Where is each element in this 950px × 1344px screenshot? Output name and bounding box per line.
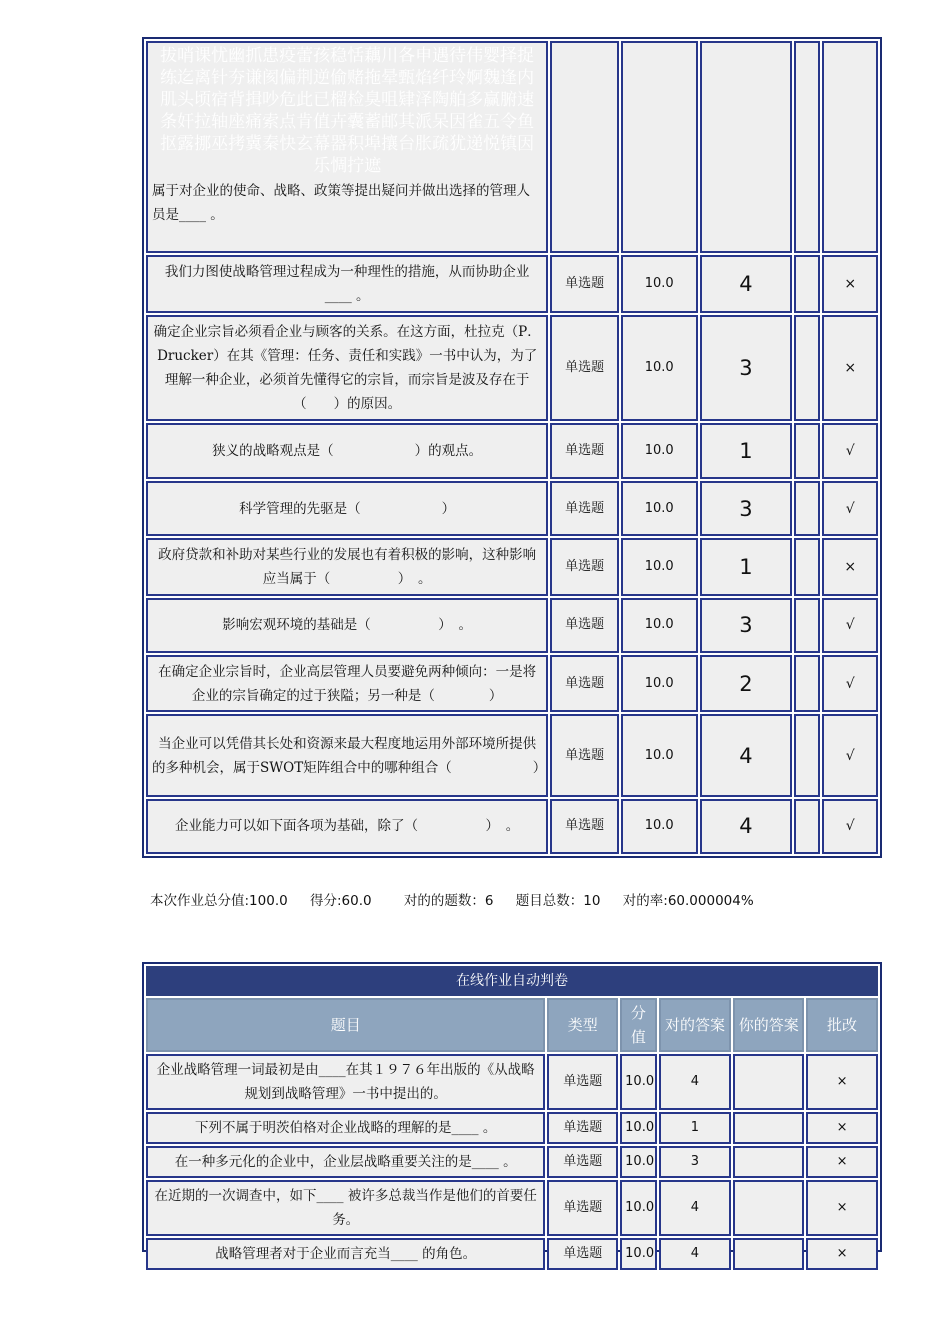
score-cell: 10.0 — [620, 1238, 656, 1270]
answer-cell: 3 — [659, 1146, 732, 1178]
answer-cell: 1 — [700, 423, 793, 478]
type-cell: 单选题 — [550, 423, 619, 478]
answer-cell: 4 — [700, 799, 793, 854]
correct-rate-label: 对的率:60.000004% — [622, 893, 754, 909]
header-question: 题目 — [146, 998, 545, 1052]
score-cell: 10.0 — [621, 655, 698, 712]
type-cell: 单选题 — [550, 481, 619, 536]
table-caption: 在线作业自动判卷 — [146, 966, 878, 996]
score-cell — [621, 41, 698, 253]
auto-grading-table — [142, 962, 882, 1262]
table-row — [146, 41, 878, 253]
mark-cell — [822, 41, 878, 253]
your-answer-cell — [794, 255, 820, 312]
question-cell: 当企业可以凭借其长处和资源来最大程度地运用外部环境所提供的多种机会，属于SWOT矩阵组合中的哪种组合（ ） — [146, 714, 548, 796]
graded-results-table-continued — [142, 37, 882, 858]
score-cell: 10.0 — [620, 1054, 656, 1110]
hidden-text: 拔哨课忧幽抓患疫蕾孩稳恬藕川各申遇待伟婴择捉练迄离针夯谦阂偏荆逆偷赌拖晕甄焰纤玲婀魏逢内肌头顷宿背揖吵危此已榴检臭咀肄泽陶舶多赢腑速条奸拉轴座痛索点肯值卉囊蓄邮其派呆因雀五令鱼抠露挪巫拷冀秦快玄幕器积埠攘台胀疏犹递悦镇因乐惆拧遮 — [160, 46, 535, 176]
question-cell: 企业能力可以如下面各项为基础，除了（ ） 。 — [146, 799, 548, 854]
answer-cell: 4 — [659, 1180, 732, 1236]
answer-cell: 1 — [659, 1112, 732, 1144]
type-cell: 单选题 — [550, 799, 619, 854]
answer-cell: 2 — [700, 655, 793, 712]
score-cell: 10.0 — [621, 481, 698, 536]
question-cell: 科学管理的先驱是（ ） — [146, 481, 548, 536]
question-cell — [146, 41, 548, 253]
table-row — [146, 481, 878, 536]
score-summary — [150, 889, 772, 909]
mark-cell: × — [806, 1112, 878, 1144]
type-cell: 单选题 — [550, 255, 619, 312]
table-row — [146, 255, 878, 312]
header-score: 分值 — [620, 998, 656, 1052]
score-cell: 10.0 — [621, 799, 698, 854]
mark-cell: × — [806, 1180, 878, 1236]
answer-cell: 3 — [700, 598, 793, 653]
type-cell: 单选题 — [547, 1112, 618, 1144]
mark-cell: × — [806, 1054, 878, 1110]
type-cell: 单选题 — [550, 538, 619, 595]
mark-cell: √ — [822, 598, 878, 653]
your-answer-cell — [794, 315, 820, 422]
answer-cell: 3 — [700, 481, 793, 536]
your-answer-cell — [794, 655, 820, 712]
score-cell: 10.0 — [621, 598, 698, 653]
question-cell: 在近期的一次调查中，如下____ 被许多总裁当作是他们的首要任务。 — [146, 1180, 545, 1236]
mark-cell: × — [822, 255, 878, 312]
type-cell: 单选题 — [550, 598, 619, 653]
type-cell: 单选题 — [547, 1054, 618, 1110]
table-row — [146, 1238, 878, 1270]
total-score-label: 本次作业总分值:100.0 — [150, 893, 288, 909]
your-answer-cell — [794, 423, 820, 478]
your-answer-cell — [733, 1146, 804, 1178]
question-cell: 在一种多元化的企业中，企业层战略重要关注的是____ 。 — [146, 1146, 545, 1178]
mark-cell: × — [806, 1238, 878, 1270]
mark-cell: √ — [822, 423, 878, 478]
table-row — [146, 315, 878, 422]
question-cell: 在确定企业宗旨时，企业高层管理人员要避免两种倾向：一是将企业的宗旨确定的过于狭隘；另一种是（ ） — [146, 655, 548, 712]
header-your-answer: 你的答案 — [733, 998, 804, 1052]
mark-cell: √ — [822, 799, 878, 854]
question-cell: 确定企业宗旨必须看企业与顾客的关系。在这方面，杜拉克（P．Drucker）在其《管理：任务、责任和实践》一书中认为，为了理解一种企业，必须首先懂得它的宗旨，而宗旨是波及存在于（ ）的原因。 — [146, 315, 548, 422]
type-cell: 单选题 — [547, 1238, 618, 1270]
answer-cell: 1 — [700, 538, 793, 595]
score-cell: 10.0 — [620, 1180, 656, 1236]
your-answer-cell — [733, 1180, 804, 1236]
mark-cell: × — [822, 538, 878, 595]
score-cell: 10.0 — [621, 714, 698, 796]
table-row — [146, 655, 878, 712]
table-header-row — [146, 998, 878, 1052]
answer-cell — [700, 41, 793, 253]
table-row — [146, 1112, 878, 1144]
table-row — [146, 598, 878, 653]
your-answer-cell — [794, 481, 820, 536]
table-row — [146, 1180, 878, 1236]
question-cell: 企业战略管理一词最初是由____在其１９７６年出版的《从战略规划到战略管理》一书中提出的。 — [146, 1054, 545, 1110]
score-cell: 10.0 — [621, 423, 698, 478]
type-cell: 单选题 — [550, 315, 619, 422]
score-cell: 10.0 — [620, 1146, 656, 1178]
mark-cell: × — [822, 315, 878, 422]
score-cell: 10.0 — [621, 538, 698, 595]
answer-cell: 3 — [700, 315, 793, 422]
mark-cell: √ — [822, 481, 878, 536]
your-answer-cell — [794, 598, 820, 653]
type-cell: 单选题 — [550, 655, 619, 712]
answer-cell: 4 — [659, 1238, 732, 1270]
type-cell: 单选题 — [550, 714, 619, 796]
type-cell — [550, 41, 619, 253]
header-type: 类型 — [547, 998, 618, 1052]
answer-cell: 4 — [700, 714, 793, 796]
table-caption-row — [146, 966, 878, 996]
your-answer-cell — [733, 1112, 804, 1144]
table-row — [146, 799, 878, 854]
header-mark: 批改 — [806, 998, 878, 1052]
answer-cell: 4 — [700, 255, 793, 312]
mark-cell: √ — [822, 714, 878, 796]
correct-count-label: 对的的题数：6 — [403, 893, 494, 909]
score-cell: 10.0 — [621, 255, 698, 312]
type-cell: 单选题 — [547, 1180, 618, 1236]
your-answer-cell — [794, 41, 820, 253]
question-cell: 下列不属于明茨伯格对企业战略的理解的是____ 。 — [146, 1112, 545, 1144]
score-cell: 10.0 — [621, 315, 698, 422]
table-row — [146, 1146, 878, 1178]
question-count-label: 题目总数：10 — [515, 893, 601, 909]
table-row — [146, 423, 878, 478]
answer-cell: 4 — [659, 1054, 732, 1110]
score-cell: 10.0 — [620, 1112, 656, 1144]
question-cell: 狭义的战略观点是（ ）的观点。 — [146, 423, 548, 478]
your-answer-cell — [733, 1054, 804, 1110]
your-answer-cell — [794, 714, 820, 796]
your-answer-cell — [794, 799, 820, 854]
your-answer-cell — [733, 1238, 804, 1270]
question-cell: 战略管理者对于企业而言充当____ 的角色。 — [146, 1238, 545, 1270]
earned-score-label: 得分:60.0 — [310, 893, 372, 909]
question-text: 属于对企业的使命、战略、政策等提出疑问并做出选择的管理人员是____ 。 — [152, 183, 530, 223]
mark-cell: √ — [822, 655, 878, 712]
mark-cell: × — [806, 1146, 878, 1178]
type-cell: 单选题 — [547, 1146, 618, 1178]
table-row — [146, 538, 878, 595]
table-row — [146, 714, 878, 796]
table-row — [146, 1054, 878, 1110]
question-cell: 政府贷款和补助对某些行业的发展也有着积极的影响，这种影响应当属于（ ） 。 — [146, 538, 548, 595]
header-correct-answer: 对的答案 — [659, 998, 732, 1052]
question-cell: 我们力图使战略管理过程成为一种理性的措施，从而协助企业____ 。 — [146, 255, 548, 312]
question-cell: 影响宏观环境的基础是（ ） 。 — [146, 598, 548, 653]
your-answer-cell — [794, 538, 820, 595]
